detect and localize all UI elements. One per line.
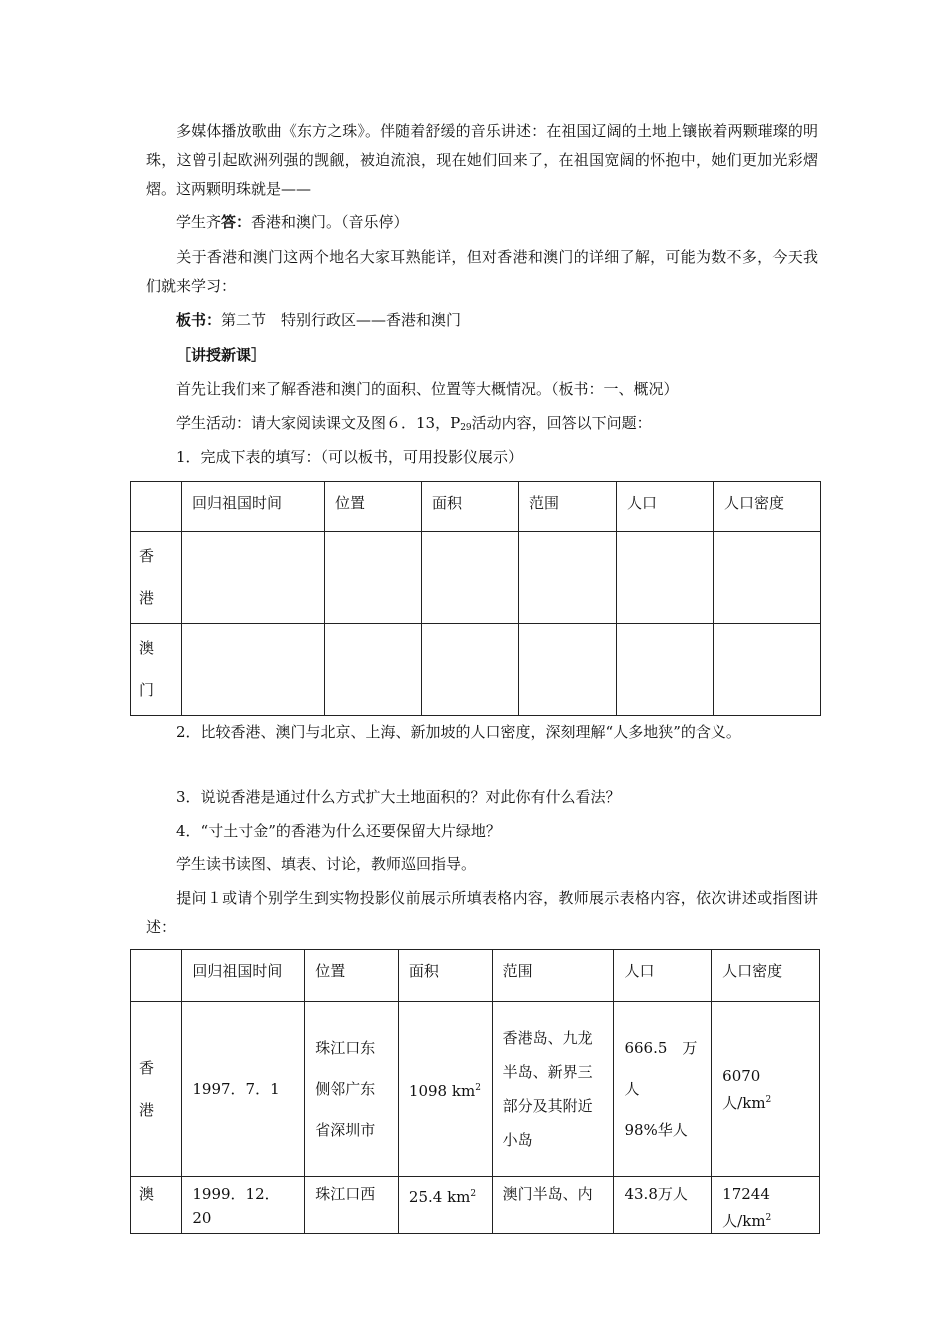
row-label-char: 澳: [139, 639, 155, 657]
unit-exponent: 2: [765, 1094, 772, 1105]
header-cell-empty: [131, 482, 182, 532]
cell-range: 澳门半岛、内: [492, 1177, 614, 1234]
header-cell-return-date: 回归祖国时间: [182, 950, 305, 1002]
header-cell-population: 人口: [614, 950, 712, 1002]
question-4-text: 4．“寸土寸金”的香港为什么还要保留大片绿地？: [176, 822, 501, 840]
page-subscript: 29: [460, 423, 472, 433]
presentation-paragraph: [146, 884, 818, 942]
blank-cell[interactable]: [325, 624, 422, 716]
section-heading-text: ［讲授新课］: [176, 346, 267, 364]
header-cell-location: 位置: [325, 482, 422, 532]
unit-exponent: 2: [475, 1082, 481, 1093]
cell-return-date: 1999．12．20: [182, 1177, 305, 1234]
answer-label: 答：: [221, 213, 252, 231]
header-cell-range: 范围: [492, 950, 614, 1002]
activity-paragraph: [146, 409, 818, 443]
blank-cell[interactable]: [325, 532, 422, 624]
blank-cell[interactable]: [422, 532, 519, 624]
question-2-text: 2．比较香港、澳门与北京、上海、新加坡的人口密度，深刻理解“人多地狭”的含义。: [176, 723, 741, 741]
overview-text: 首先让我们来了解香港和澳门的面积、位置等大概情况。（板书：一、概况）: [176, 380, 679, 398]
row-label-char: 香: [139, 1059, 155, 1077]
guidance-paragraph: [146, 850, 818, 879]
cell-range: 香港岛、九龙半岛、新界三部分及其附近小岛: [492, 1002, 614, 1177]
blank-cell[interactable]: [519, 532, 617, 624]
cell-return-date: 1997．7．1: [182, 1002, 305, 1177]
header-cell-density: 人口密度: [714, 482, 821, 532]
activity-text-rest: 活动内容，回答以下问题：: [471, 414, 652, 432]
filled-info-table: [130, 949, 820, 1234]
area-value: 1098 km: [408, 1081, 476, 1100]
table-row-hongkong: [131, 532, 821, 624]
student-answer-paragraph: [146, 208, 818, 237]
row-label-hongkong: [131, 1002, 182, 1177]
table-row-macau: [131, 624, 821, 716]
intro-text: 多媒体播放歌曲《东方之珠》。伴随着舒缓的音乐讲述：在祖国辽阔的土地上镶嵌着两颗璀璨的明珠，这曾引起欧洲列强的觊觎，被迫流浪，现在她们回来了，在祖国宽阔的怀抱中，她们更加光彩熠熠。这两颗明珠就是——: [146, 122, 818, 198]
blank-cell[interactable]: [422, 624, 519, 716]
question-1: [146, 443, 818, 472]
blank-cell[interactable]: [617, 624, 714, 716]
blank-cell[interactable]: [182, 624, 325, 716]
header-cell-density: 人口密度: [712, 950, 820, 1002]
cell-area: [398, 1002, 492, 1177]
cell-population: [614, 1002, 712, 1177]
cell-area: [398, 1177, 492, 1234]
lead-in-paragraph: [146, 243, 818, 301]
population-note: 98%华人: [624, 1120, 688, 1139]
row-label-char: 港: [139, 1101, 155, 1119]
blank-cell[interactable]: [182, 532, 325, 624]
area-value: 25.4 km: [408, 1188, 471, 1206]
board-label: 板书：: [176, 311, 222, 329]
unit-exponent: 2: [765, 1213, 772, 1223]
row-label-hongkong: [131, 532, 182, 624]
header-cell-return-date: 回归祖国时间: [182, 482, 325, 532]
cell-location: 珠江口东侧邻广东省深圳市: [305, 1002, 399, 1177]
row-label-char: 香: [139, 547, 155, 565]
student-answer-text: 香港和澳门。（音乐停）: [251, 213, 409, 231]
cell-density: [712, 1002, 820, 1177]
lead-in-text: 关于香港和澳门这两个地名大家耳熟能详，但对香港和澳门的详细了解，可能为数不多，今天我们就来学习：: [146, 248, 818, 295]
overview-paragraph: [146, 375, 818, 404]
population-value: 666.5 万人: [624, 1038, 698, 1098]
header-cell-range: 范围: [519, 482, 617, 532]
blank-cell[interactable]: [714, 532, 821, 624]
row-label-macau: [131, 624, 182, 716]
presentation-text: 提问１或请个别学生到实物投影仪前展示所填表格内容，教师展示表格内容，依次讲述或指图讲述：: [146, 889, 818, 936]
header-cell-area: 面积: [398, 950, 492, 1002]
question-3-text: 3．说说香港是通过什么方式扩大土地面积的？对此你有什么看法？: [176, 788, 621, 806]
row-label-char: 门: [139, 681, 155, 699]
header-cell-empty: [131, 950, 182, 1002]
question-4: [146, 817, 818, 846]
question-3: [146, 783, 818, 812]
blank-cell[interactable]: [714, 624, 821, 716]
blank-cell[interactable]: [519, 624, 617, 716]
intro-paragraph: [146, 117, 818, 204]
table-row-macau: [131, 1177, 820, 1234]
guidance-text: 学生读书读图、填表、讨论，教师巡回指导。: [176, 855, 477, 873]
cell-population: 43.8万人: [614, 1177, 712, 1234]
cell-density: [712, 1177, 820, 1234]
table-header-row: [131, 950, 820, 1002]
header-cell-location: 位置: [305, 950, 399, 1002]
question-1-text: 1．完成下表的填写：（可以板书，可用投影仪展示）: [176, 448, 524, 466]
table-row-hongkong: [131, 1002, 820, 1177]
question-2: [146, 718, 818, 747]
density-value: 6070人/km: [722, 1066, 766, 1112]
board-title-paragraph: [146, 306, 818, 335]
board-title-text: 第二节 特别行政区——香港和澳门: [221, 311, 462, 329]
blank-fill-table: [130, 481, 821, 716]
unit-exponent: 2: [470, 1189, 477, 1199]
header-cell-population: 人口: [617, 482, 714, 532]
header-cell-area: 面积: [422, 482, 519, 532]
activity-text: 学生活动：请大家阅读课文及图６．13，P: [176, 414, 461, 432]
blank-cell[interactable]: [617, 532, 714, 624]
row-label-char: 港: [139, 589, 155, 607]
cell-location: 珠江口西: [305, 1177, 399, 1234]
table-header-row: [131, 482, 821, 532]
row-label-macau: 澳: [131, 1177, 182, 1234]
section-heading: [146, 341, 818, 370]
density-value: 17244人/km: [722, 1185, 770, 1230]
student-answer-prefix: 学生齐: [176, 213, 222, 231]
